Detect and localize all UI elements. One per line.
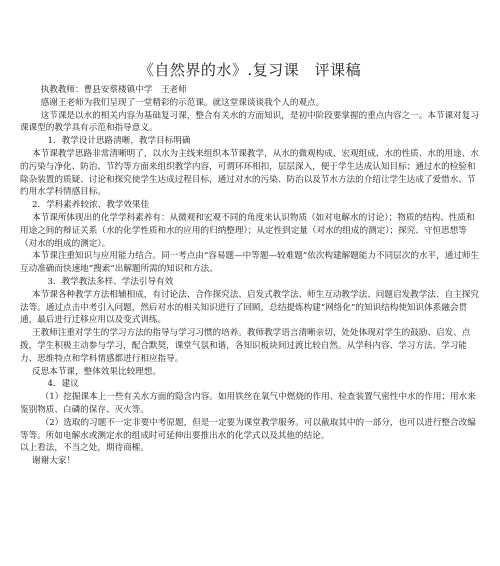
paragraph-section-3a: 本节课各种教学方法相辅相成，有讨论法、合作探究法、启发式教学法、师生互动教学法、问题启发教学法、自主探究法等。通过点击中考引入问题，然后对水的相关知识进行了回顾，总结提炼构建“网络化”的知识结构使知识体系融会贯通，最后进行迁移应用以及变式训练。: [20, 289, 479, 326]
paragraph-overview: 这节课是以水的相关内容为基础复习课，整合有关水的方面知识，是初中阶段要掌握的重点内容之一。本节课对复习课课型的教学具有示范和指导意义。: [20, 110, 479, 134]
paragraph-suggestion-2: （2）选取的习题不一定非要中考原题，但是一定要为课堂教学服务。可以截取其中的一部分，也可以进行整合改编等等。所如电解水或测定水的组成时可延伸出要推出水的化学式以及其他的结论。: [20, 417, 476, 441]
section-heading-4: 4．建议: [47, 379, 79, 390]
section-heading-1: 1．教学设计思路清晰，教学目标明确: [47, 136, 191, 147]
paragraph-reflection: 反思本节课，整体效果比较理想。: [32, 366, 161, 377]
paragraph-suggestion-1: （1）挖掘课本上一些有关水方面的隐含内容。如用铁丝在氧气中燃烧的作用、检查装置气密性中水的作用；用水来鉴别物质、白磷的保存、灭火等。: [20, 392, 476, 415]
paragraph-section-1: 本节课教学思路非常清晰明了，以水为主线来组织本节课教学，从水的微观构成、宏观组成、水的性质、水的用途、水的污染与净化、防治、节约等方面来组织教学内容，可谓环环相扣，层层深入，便于学生达成认知目标；通过水的检验和除杂装置的质疑、讨论和探究使学生达成过程目标，通过对水的污染、防治以及节水方法的介绍让学生达成了爱惜水、节约用水学科情感目标。: [20, 148, 479, 198]
document-title: 《自然界的水》.复习课 评课稿: [138, 61, 362, 79]
author-line: 执教教师：曹县安蔡楼镇中学 王老师: [40, 85, 187, 95]
paragraph-intro: 感谢王老师为我们呈现了一堂精彩的示范课。就这堂课谈谈我个人的观点。: [40, 97, 325, 108]
paragraph-section-3b: 王教师注重对学生的学习方法的指导与学习习惯的培养。教师教学语言清晰亲切，处处体现对学生的鼓励、启发、点拨，学生积极主动参与学习，配合默契，课堂气氛和谐，各知识板块间过渡比较自然。从学科内容、学习方法、学习能力、思维特点和学科情感都进行相应指导。: [20, 328, 471, 364]
paragraph-section-2b: 本节课注重知识与应用能力结合。同一考点由“容易题—中等题—较难题”依次构建解题能力不同层次的水平，通过师生互动准确而快速地“搜索”出解题所需的知识和方法。: [20, 251, 480, 275]
section-heading-2: 2．学科素养较浓、教学效果佳: [32, 200, 150, 211]
paragraph-thanks: 谢谢大家！: [32, 456, 76, 467]
section-heading-3: 3．教学教法多样、学法引导有效: [47, 276, 174, 287]
paragraph-closing: 以上看法，不当之处，期待商榷。: [20, 443, 149, 454]
paragraph-section-2a: 本节课所体现出的化学学科素养有：从微观和宏观不同的角度来认识物质（如对电解水的讨论）；物质的结构、性质和用途之间的辩证关系（水的化学性质和水的应用的归纳整理）；从定性到定量（对水的组成的测定）；探究、守恒思想等（对水的组成的测定）。: [20, 212, 475, 249]
